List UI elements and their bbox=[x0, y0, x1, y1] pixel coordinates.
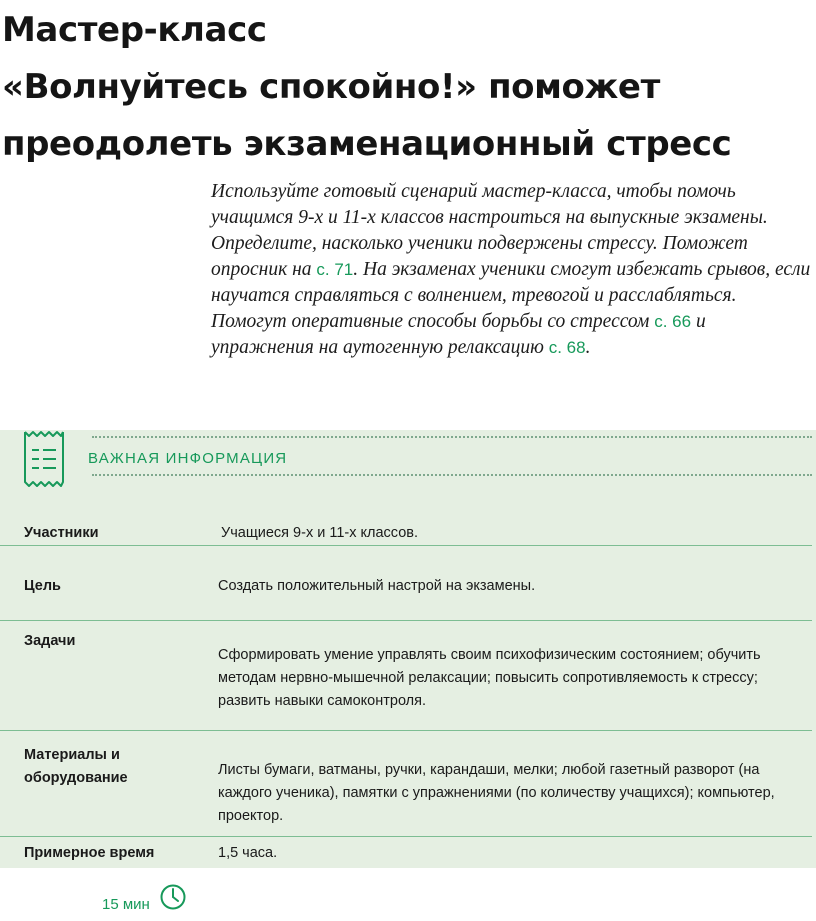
page-title bbox=[2, 2, 802, 173]
row-divider bbox=[0, 545, 812, 546]
timing-label: 15 мин bbox=[102, 896, 150, 913]
dotted-divider-bottom bbox=[92, 474, 812, 476]
row-label-participants: Участники bbox=[24, 525, 99, 541]
row-value-participants: Учащиеся 9-х и 11-х классов. bbox=[221, 525, 419, 541]
row-label-duration: Примерное время bbox=[24, 845, 155, 861]
title-line-3: преодолеть экзаменационный стресс bbox=[2, 124, 732, 164]
row-divider bbox=[0, 836, 812, 837]
intro-text-3: и упражнения на аутогенную релаксацию bbox=[211, 311, 706, 358]
dotted-divider-top bbox=[92, 436, 812, 438]
intro-text-4: . bbox=[585, 337, 591, 358]
row-value-duration: 1,5 часа. bbox=[218, 845, 278, 861]
clock-icon bbox=[159, 883, 187, 911]
row-value-materials: Листы бумаги, ватманы, ручки, карандаши, мелки; любой газетный разворот (на каждого ученика), памятки с упражнениями (по количеству учащихся); компьютер, проектор. bbox=[218, 762, 775, 824]
page-ref-66[interactable]: с. 66 bbox=[654, 312, 692, 331]
row-divider bbox=[0, 730, 812, 731]
page-ref-68[interactable]: с. 68 bbox=[548, 338, 586, 357]
row-divider bbox=[0, 620, 812, 621]
important-info-label: ВАЖНАЯ ИНФОРМАЦИЯ bbox=[88, 450, 288, 467]
row-label-materials: Материалы и оборудование bbox=[24, 747, 128, 786]
title-line-2: «Волнуйтесь спокойно!» поможет bbox=[2, 67, 660, 107]
intro-text-2: . На экзаменах ученики смогут избежать срывов, если научатся справляться с волнением, тревогой и расслабляться. Помогут оперативные способы борьбы со стрессом bbox=[211, 259, 811, 332]
document-list-icon bbox=[22, 430, 66, 488]
page-ref-71[interactable]: с. 71 bbox=[316, 260, 354, 279]
row-label-tasks: Задачи bbox=[24, 633, 76, 649]
row-value-goal: Создать положительный настрой на экзамены. bbox=[218, 578, 536, 594]
row-label-goal: Цель bbox=[24, 578, 61, 594]
row-value-tasks: Сформировать умение управлять своим психофизическим состоянием; обучить методам нервно-мышечной релаксации; повысить сопротивляемость к стрессу; развить навыки самоконтроля. bbox=[218, 647, 761, 709]
title-line-1: Мастер-класс bbox=[2, 10, 267, 50]
intro-text-1: Используйте готовый сценарий мастер-класса, чтобы помочь учащимся 9-х и 11-х классов настроиться на выпускные экзамены. Определите, насколько ученики подвержены стрессу. Поможет опросник на bbox=[211, 181, 768, 280]
intro-paragraph bbox=[211, 179, 811, 361]
